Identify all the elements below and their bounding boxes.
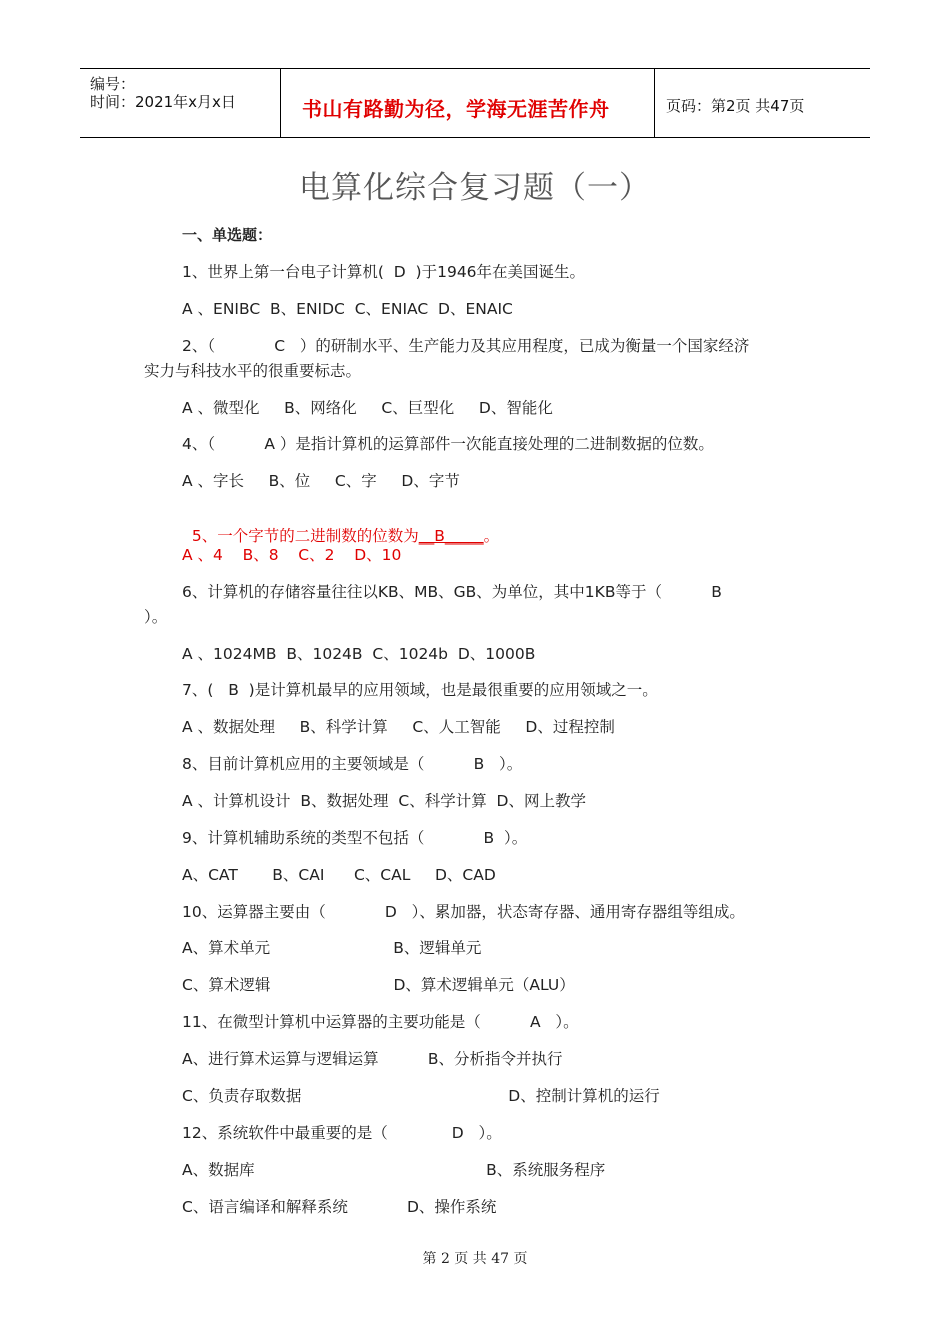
options-line: A 、数据处理 B、科学计算 C、人工智能 D、过程控制 xyxy=(182,718,615,736)
header-divider xyxy=(280,69,281,137)
time-label: 时间：2021年x月x日 xyxy=(90,93,236,111)
page-title: 电算化综合复习题（一） xyxy=(299,170,651,206)
section-heading: 一、单选题： xyxy=(182,226,273,244)
page-footer: 第 2 页 共 47 页 xyxy=(422,1251,528,1267)
question-line: 7、( B )是计算机最早的应用领域，也是最很重要的应用领域之一。 xyxy=(182,681,658,699)
options-line-highlighted: A 、4 B、8 C、2 D、10 xyxy=(182,546,402,564)
question-line: 6、计算机的存储容量往往以KB、MB、GB、为单位，其中1KB等于（ B xyxy=(182,583,722,601)
number-label: 编号： xyxy=(90,75,136,93)
header-divider xyxy=(654,69,655,137)
options-line: A 、ENIBC B、ENIDC C、ENIAC D、ENAIC xyxy=(182,300,513,318)
options-line: A 、微型化 B、网络化 C、巨型化 D、智能化 xyxy=(182,399,553,417)
question-line-continued: ）。 xyxy=(144,608,168,626)
options-line: A、数据库 B、系统服务程序 xyxy=(182,1161,606,1179)
options-line: C、算术逻辑 D、算术逻辑单元（ALU） xyxy=(182,976,575,994)
options-line: A、进行算术运算与逻辑运算 B、分析指令并执行 xyxy=(182,1050,563,1068)
options-line: A、算术单元 B、逻辑单元 xyxy=(182,939,482,957)
question-line: 1、世界上第一台电子计算机( D )于1946年在美国诞生。 xyxy=(182,263,586,281)
question-line: 10、运算器主要由（ D ）、累加器，状态寄存器、通用寄存器组等组成。 xyxy=(182,903,745,921)
options-line: A 、1024MB B、1024B C、1024b D、1000B xyxy=(182,645,536,663)
question-line-continued: 实力与科技水平的很重要标志。 xyxy=(144,362,362,380)
options-line: C、负责存取数据 D、控制计算机的运行 xyxy=(182,1087,660,1105)
question-end: 。 xyxy=(483,527,500,545)
header-motto: 书山有路勤为径，学海无涯苦作舟 xyxy=(302,97,610,121)
options-line: A 、计算机设计 B、数据处理 C、科学计算 D、网上教学 xyxy=(182,792,586,810)
question-line: 2、（ C ）的研制水平、生产能力及其应用程度，已成为衡量一个国家经济 xyxy=(182,337,750,355)
question-line: 11、在微型计算机中运算器的主要功能是（ A ）。 xyxy=(182,1013,579,1031)
question-line-highlighted xyxy=(182,506,499,546)
options-line: A 、字长 B、位 C、字 D、字节 xyxy=(182,472,460,490)
document-header xyxy=(80,68,870,138)
options-line: A、CAT B、CAI C、CAL D、CAD xyxy=(182,866,496,884)
question-line: 9、计算机辅助系统的类型不包括（ B ）。 xyxy=(182,829,528,847)
question-line: 12、系统软件中最重要的是（ D ）。 xyxy=(182,1124,502,1142)
question-line: 4、（ A ）是指计算机的运算部件一次能直接处理的二进制数据的位数。 xyxy=(182,435,714,453)
options-line: C、语言编译和解释系统 D、操作系统 xyxy=(182,1198,497,1216)
question-text: 5、一个字节的二进制数的位数为 xyxy=(191,527,419,545)
page-number-label: 页码：第2页 共47页 xyxy=(666,97,805,115)
question-line: 8、目前计算机应用的主要领域是（ B ）。 xyxy=(182,755,523,773)
answer-blank: __B_____ xyxy=(418,527,484,545)
